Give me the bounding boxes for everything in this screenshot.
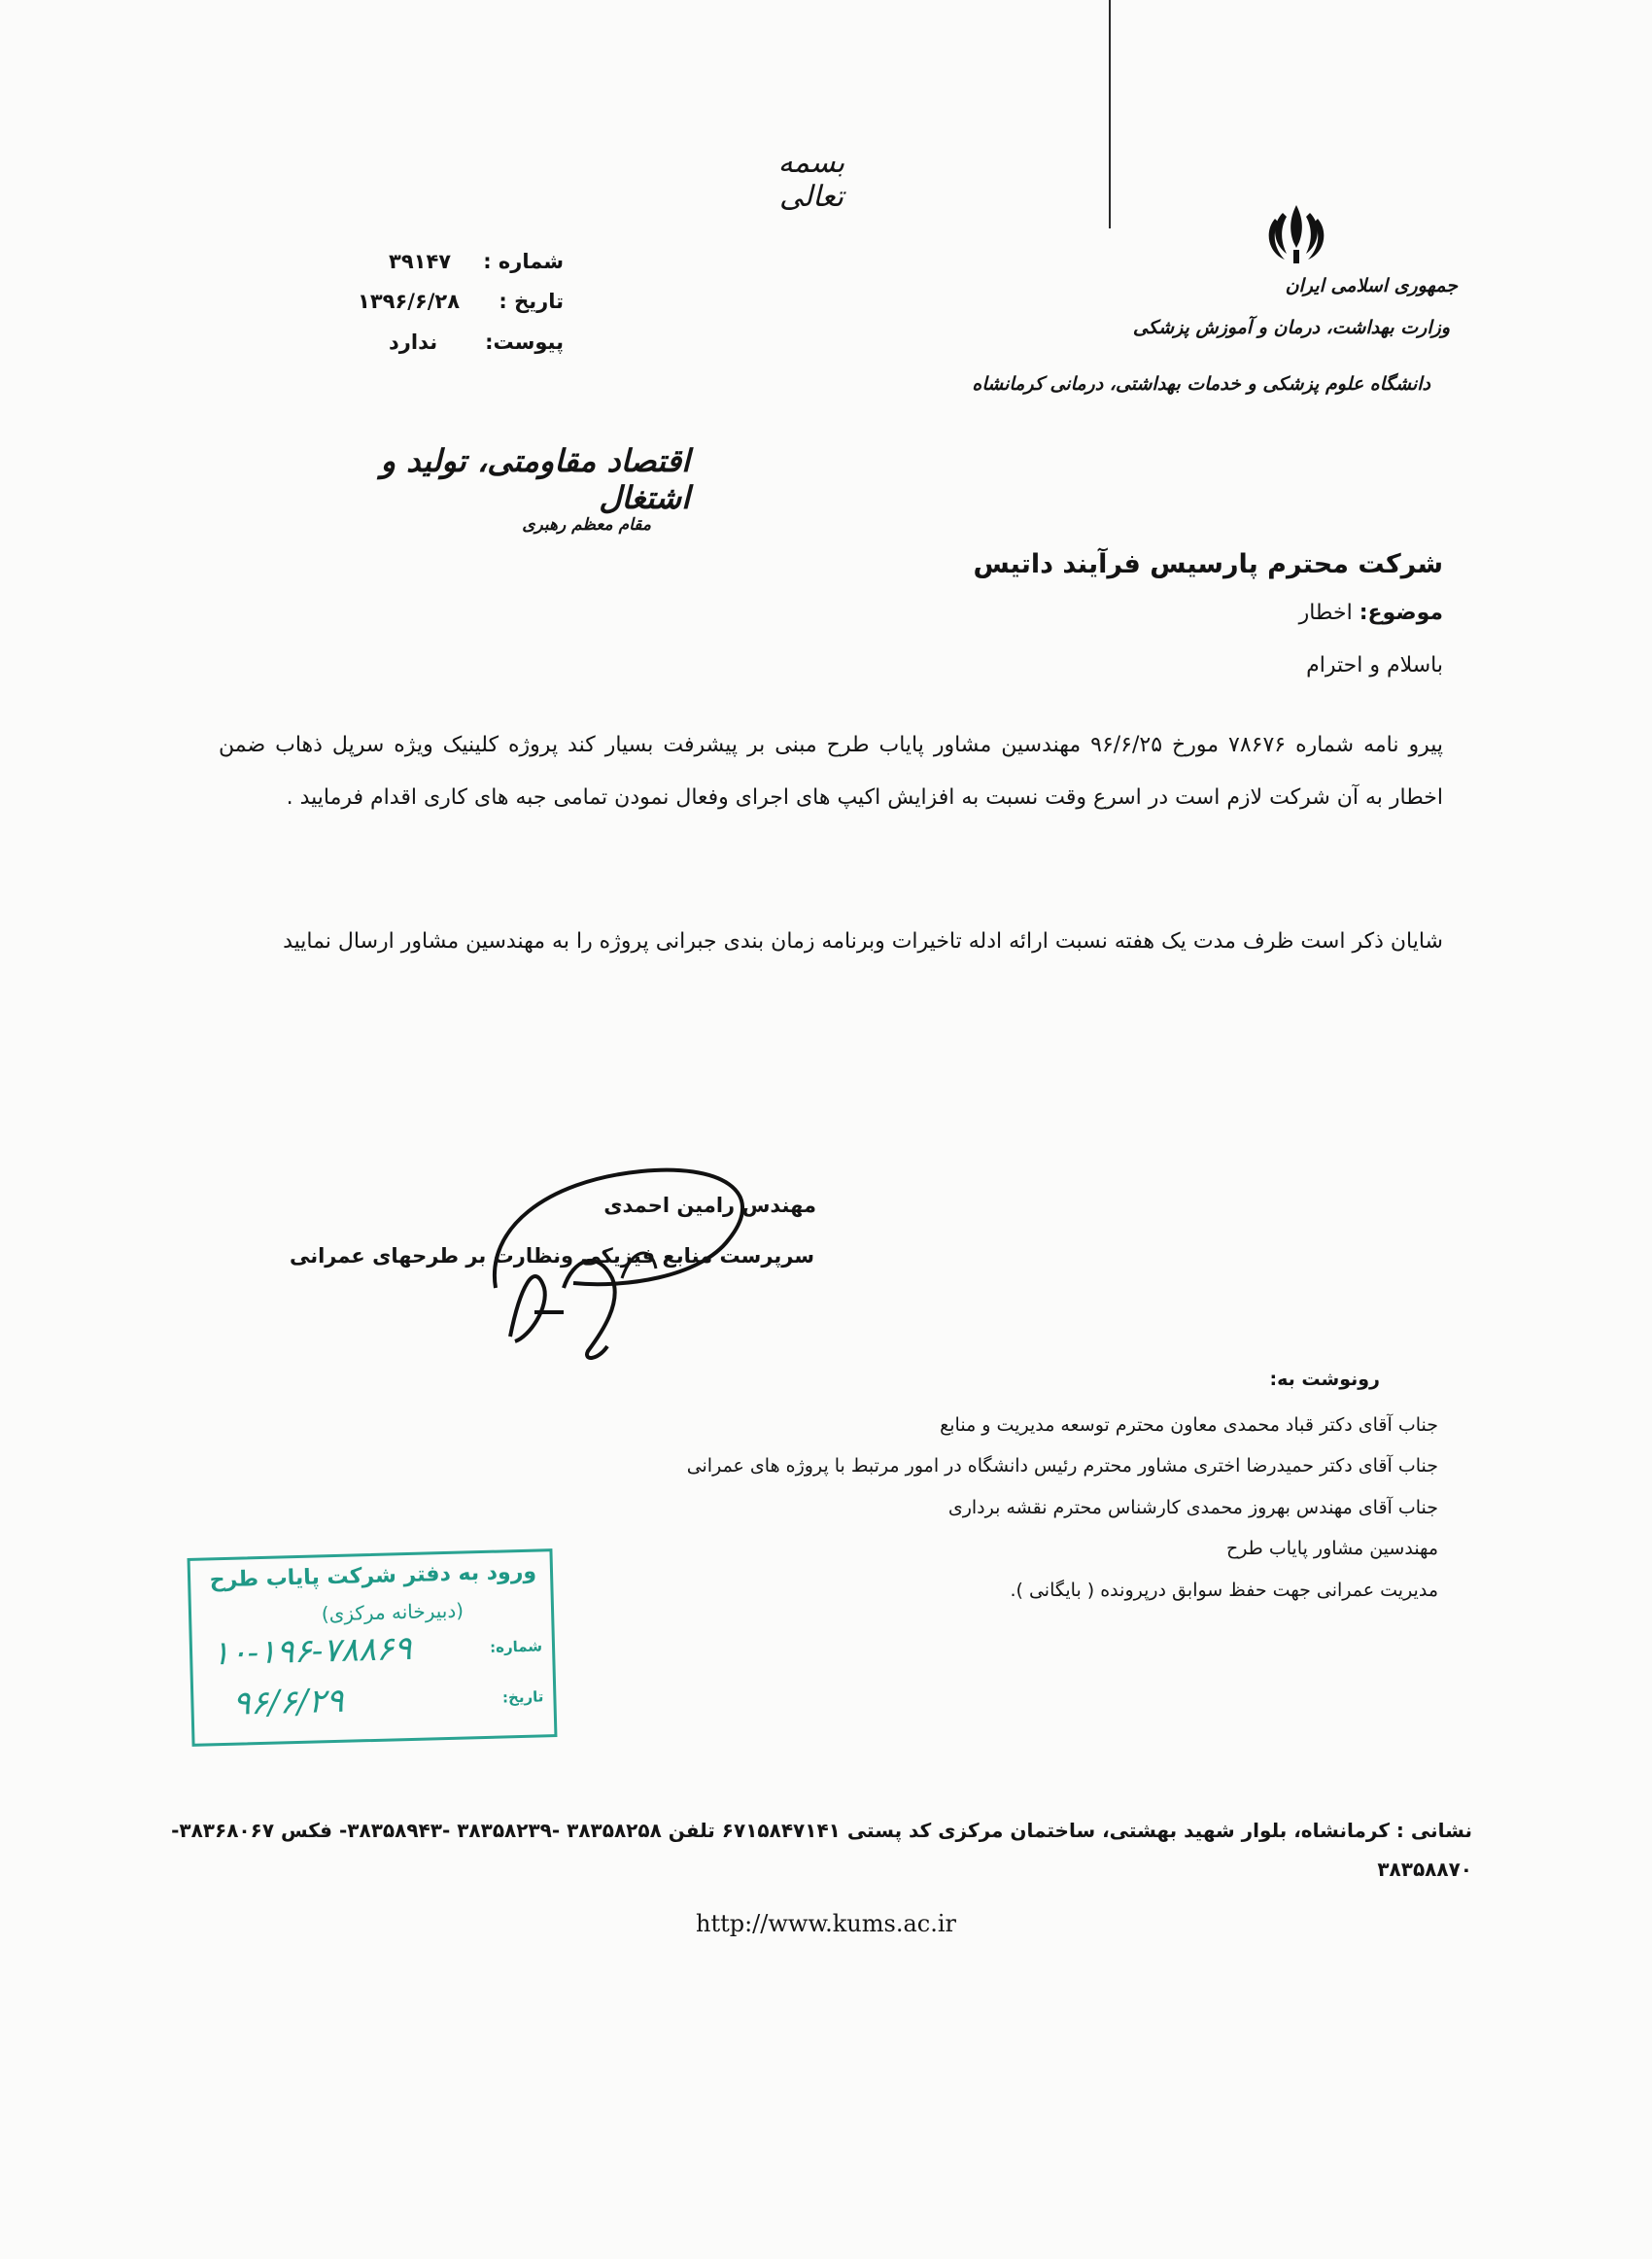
stamp-date-value: ۹۶/۶/۲۹: [231, 1681, 345, 1723]
body-paragraph-2: شایان ذکر است ظرف مدت یک هفته نسبت ارائه ادله تاخیرات وبرنامه زمان بندی جبرانی پروژه را به مهندسین مشاور ارسال نمایید: [283, 929, 1443, 954]
cc-item: جناب آقای دکتر حمیدرضا اختری مشاور محترم رئیس دانشگاه در امور مرتبط با پروژه های عمرانی: [686, 1455, 1438, 1477]
subject-label: موضوع:: [1359, 601, 1443, 625]
stamp-number-label: شماره:: [489, 1637, 543, 1656]
date-value: ۱۳۹۶/۶/۲۸: [358, 290, 461, 313]
footer-website: http://www.kums.ac.ir: [695, 1910, 956, 1937]
org-line-ministry: وزارت بهداشت، درمان و آموزش پزشکی: [1132, 317, 1450, 338]
date-label: تاریخ :: [499, 290, 564, 313]
stamp-date-label: تاریخ:: [501, 1687, 544, 1707]
org-line-country: جمهوری اسلامی ایران: [1285, 275, 1458, 296]
cc-item: مهندسین مشاور پایاب طرح: [1225, 1538, 1438, 1559]
signer-title: سرپرست منابع فیزیکی ونظارت بر طرحهای عمرانی: [289, 1244, 814, 1268]
slogan-text: اقتصاد مقاومتی، تولید و اشتغال: [380, 442, 690, 516]
received-stamp: [188, 1548, 558, 1747]
cc-item: جناب آقای دکتر قباد محمدی معاون محترم توسعه مدیریت و منابع: [940, 1414, 1438, 1436]
stamp-number-value: ۱۰-۱۹۶-۷۸۸۶۹: [211, 1628, 413, 1674]
subject-value: اخطار: [1298, 601, 1353, 625]
subject-line: [1299, 601, 1443, 625]
stamp-subtitle: (دبیرخانه مرکزی): [321, 1598, 465, 1626]
stamp-title: ورود به دفتر شرکت پایاب طرح: [209, 1559, 537, 1593]
addressee: شرکت محترم پارسیس فرآیند داتیس: [973, 549, 1443, 579]
bismillah-heading: بسمه تعالی: [777, 146, 845, 214]
cc-item: جناب آقای مهندس بهروز محمدی کارشناس محترم نقشه برداری: [947, 1497, 1438, 1518]
signer-name: مهندس رامین احمدی: [603, 1194, 816, 1217]
org-line-university: دانشگاه علوم پزشکی و خدمات بهداشتی، درمانی کرمانشاه: [972, 373, 1430, 395]
slogan-source: مقام معظم رهبری: [522, 515, 651, 535]
cc-item: مدیریت عمرانی جهت حفظ سوابق درپرونده ( بایگانی ).: [1010, 1580, 1438, 1601]
attachment-label: پیوست:: [485, 330, 564, 354]
attachment-value: ندارد: [389, 330, 438, 354]
number-label: شماره :: [483, 250, 564, 273]
body-paragraph-1: پیرو نامه شماره ۷۸۶۷۶ مورخ ۹۶/۶/۲۵ مهندسین مشاور پایاب طرح مبنی بر پیشرفت بسیار کند پروژه کلینیک ویژه سرپل ذهاب ضمن اخطار به آن شرکت لازم است در اسرع وقت نسبت به افزایش اکیپ های اجرای وفعال نمودن تمامی جبه های کاری اقدام فرمایید .: [219, 733, 1443, 810]
footer-address: نشانی : کرمانشاه، بلوار شهید بهشتی، ساختمان مرکزی کد پستی ۶۷۱۵۸۴۷۱۴۱ تلفن ۳۸۳۵۸۲۵۸ -۳۸۳۵۸۲۳۹ -۳۸۳۵۸۹۴۳- فکس ۳۸۳۶۸۰۶۷-: [171, 1819, 1472, 1842]
footer-address-cont: ۳۸۳۵۸۸۷۰: [1377, 1858, 1472, 1881]
scan-line: [1109, 0, 1111, 228]
cc-heading: رونوشت به:: [1269, 1369, 1380, 1390]
iran-emblem-icon: [1261, 199, 1331, 269]
greeting: باسلام و احترام: [1306, 653, 1443, 678]
number-value: ۳۹۱۴۷: [389, 250, 452, 273]
